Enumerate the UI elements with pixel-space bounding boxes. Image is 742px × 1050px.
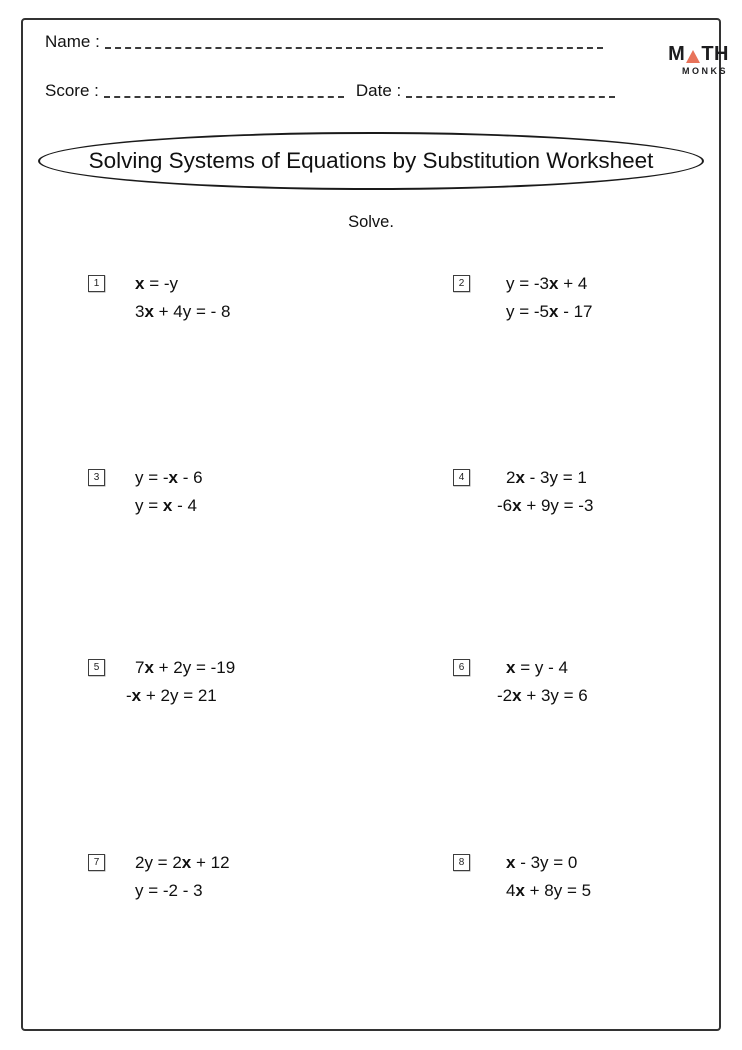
problem-3 xyxy=(88,464,203,520)
variable-x: x xyxy=(144,658,154,677)
problem-number-badge: 2 xyxy=(453,275,470,292)
problem-number-badge: 1 xyxy=(88,275,105,292)
logo-subtext: MONKS xyxy=(682,66,728,76)
equation-line: -6x + 9y = -3 xyxy=(497,496,594,515)
problem-2 xyxy=(453,270,593,326)
equation-line: x = -y xyxy=(135,274,179,293)
score-date-field-row xyxy=(45,81,615,101)
variable-x: x xyxy=(181,853,192,872)
logo-triangle-icon xyxy=(686,50,700,63)
equation-group xyxy=(135,464,203,520)
equation-line: y = -x - 6 xyxy=(135,468,203,487)
problem-number-badge: 8 xyxy=(453,854,470,871)
equation-line: y = -3x + 4 xyxy=(506,274,588,293)
variable-x: x xyxy=(549,274,559,293)
equation-group xyxy=(506,270,593,326)
equation-line: y = -5x - 17 xyxy=(506,302,593,321)
instruction-text: Solve. xyxy=(348,213,394,231)
variable-x: x xyxy=(549,302,559,321)
equation-line: 2y = 2x + 12 xyxy=(135,853,230,872)
equation-group xyxy=(135,849,230,905)
equation-line: 2x - 3y = 1 xyxy=(506,468,587,487)
name-fill-line[interactable] xyxy=(105,47,603,49)
date-label: Date : xyxy=(355,81,402,100)
variable-x: x xyxy=(515,881,525,900)
variable-x: x xyxy=(144,302,154,321)
equation-line: 7x + 2y = -19 xyxy=(135,658,236,677)
variable-x: x xyxy=(512,686,522,705)
equation-line: y = x - 4 xyxy=(135,496,197,515)
problem-8 xyxy=(453,849,591,905)
variable-x: x xyxy=(168,468,179,487)
name-label: Name : xyxy=(45,32,100,51)
problem-number-badge: 3 xyxy=(88,469,105,486)
worksheet-title-oval xyxy=(38,132,704,190)
problem-number-badge: 4 xyxy=(453,469,470,486)
logo-text-m: M xyxy=(668,43,686,65)
equation-group xyxy=(497,654,588,710)
problem-number-badge: 5 xyxy=(88,659,105,676)
name-field-row xyxy=(45,32,603,52)
problem-number-badge: 6 xyxy=(453,659,470,676)
math-monks-logo xyxy=(643,44,729,76)
problem-5 xyxy=(88,654,235,710)
problem-1 xyxy=(88,270,230,326)
problem-7 xyxy=(88,849,230,905)
problem-number-badge: 7 xyxy=(88,854,105,871)
worksheet-title: Solving Systems of Equations by Substitution Worksheet xyxy=(88,148,654,173)
logo-text-th: TH xyxy=(701,43,729,65)
equation-line: -2x + 3y = 6 xyxy=(497,686,588,705)
problem-4 xyxy=(453,464,593,520)
equation-line: y = -2 - 3 xyxy=(135,881,203,900)
variable-x: x xyxy=(506,658,516,677)
variable-x: x xyxy=(515,468,525,487)
equation-line: x - 3y = 0 xyxy=(506,853,578,872)
variable-x: x xyxy=(135,274,145,293)
equation-group xyxy=(135,270,230,326)
variable-x: x xyxy=(162,496,173,515)
variable-x: x xyxy=(506,853,516,872)
worksheet-page xyxy=(21,18,729,1031)
equation-line: x = y - 4 xyxy=(506,658,568,677)
logo-wordmark xyxy=(643,44,729,64)
problem-6 xyxy=(453,654,588,710)
equation-group xyxy=(126,654,236,710)
equation-group xyxy=(506,849,591,905)
variable-x: x xyxy=(512,496,522,515)
equation-line: 3x + 4y = - 8 xyxy=(135,302,231,321)
equation-group xyxy=(497,464,594,520)
score-fill-line[interactable] xyxy=(104,96,344,98)
equation-line: 4x + 8y = 5 xyxy=(506,881,592,900)
date-fill-line[interactable] xyxy=(406,96,615,98)
equation-line: -x + 2y = 21 xyxy=(126,686,217,705)
variable-x: x xyxy=(131,686,142,705)
score-label: Score : xyxy=(45,81,99,100)
